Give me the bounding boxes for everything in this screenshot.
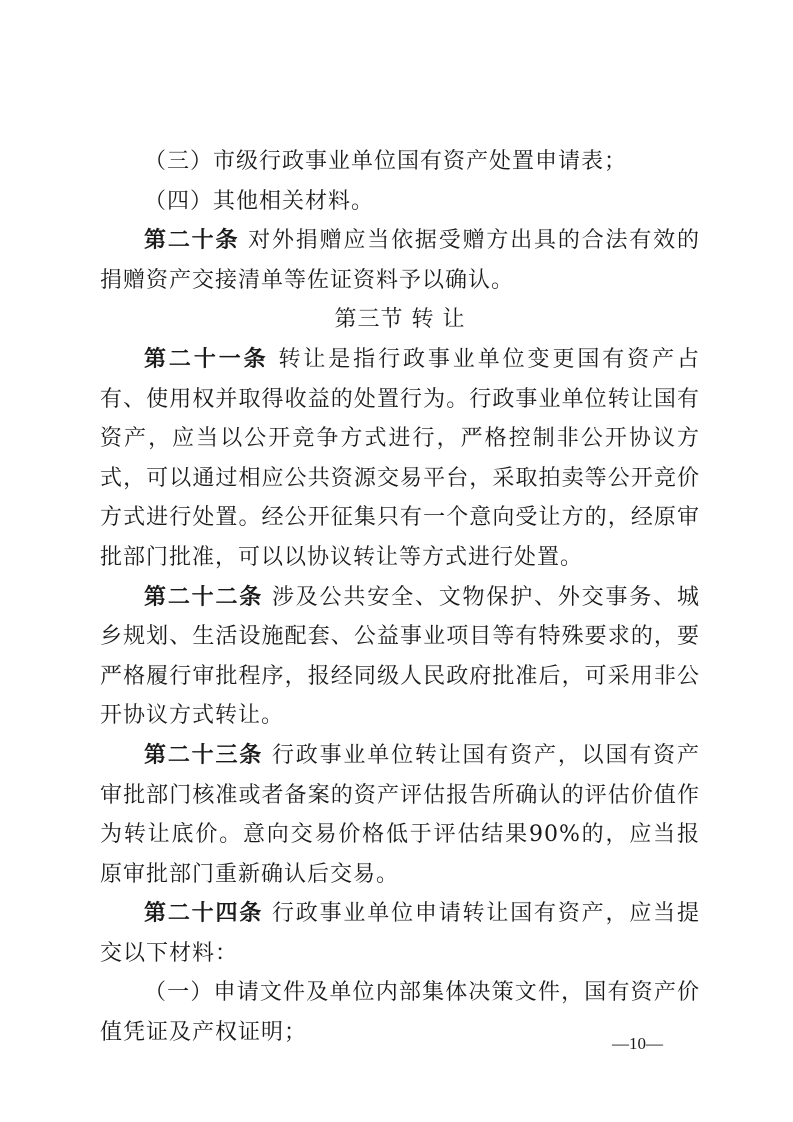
article-text: 行政事业单位转让国有资产，以国有资产审批部门核准或者备案的资产评估报告所确认的评估价值作为转让底价。意向交易价格低于评估结果90%的，应当报原审批部门重新确认后交易。 bbox=[100, 742, 700, 887]
list-item-1 bbox=[100, 973, 700, 1052]
document-body bbox=[100, 142, 700, 1053]
page-number: —10— bbox=[612, 1034, 663, 1053]
paragraph-text: （一）申请文件及单位内部集体决策文件，国有资产价值凭证及产权证明； bbox=[100, 980, 700, 1046]
article-number: 第二十四条 bbox=[144, 900, 264, 927]
article-number: 第二十二条 bbox=[144, 583, 264, 610]
article-number: 第二十一条 bbox=[144, 345, 269, 372]
section-heading: 第三节 转 让 bbox=[334, 307, 466, 333]
article-22 bbox=[100, 578, 700, 736]
paragraph-text: （三）市级行政事业单位国有资产处置申请表； bbox=[144, 149, 628, 174]
article-24 bbox=[100, 894, 700, 973]
article-21 bbox=[100, 340, 700, 578]
article-number: 第二十条 bbox=[144, 227, 240, 254]
article-text: 行政事业单位申请转让国有资产，应当提交以下材料： bbox=[100, 901, 700, 966]
article-text: 涉及公共安全、文物保护、外交事务、城乡规划、生活设施配套、公益事业项目等有特殊要求的，要严格履行审批程序，报经同级人民政府批准后，可采用非公开协议方式转让。 bbox=[100, 584, 700, 729]
article-text: 对外捐赠应当依据受赠方出具的合法有效的捐赠资产交接清单等佐证资料予以确认。 bbox=[100, 228, 700, 293]
article-20 bbox=[100, 221, 700, 300]
list-item-4 bbox=[100, 182, 700, 222]
article-text: 转让是指行政事业单位变更国有资产占有、使用权并取得收益的处置行为。行政事业单位转让国有资产，应当以公开竞争方式进行，严格控制非公开协议方式，可以通过相应公共资源交易平台，采取拍卖等公开竞价方式进行处置。经公开征集只有一个意向受让方的，经原审批部门批准，可以以协议转让等方式进行处置。 bbox=[100, 346, 700, 570]
article-number: 第二十三条 bbox=[144, 741, 264, 768]
list-item-3 bbox=[100, 142, 700, 182]
paragraph-text: （四）其他相关材料。 bbox=[144, 188, 375, 214]
article-23 bbox=[100, 736, 700, 894]
